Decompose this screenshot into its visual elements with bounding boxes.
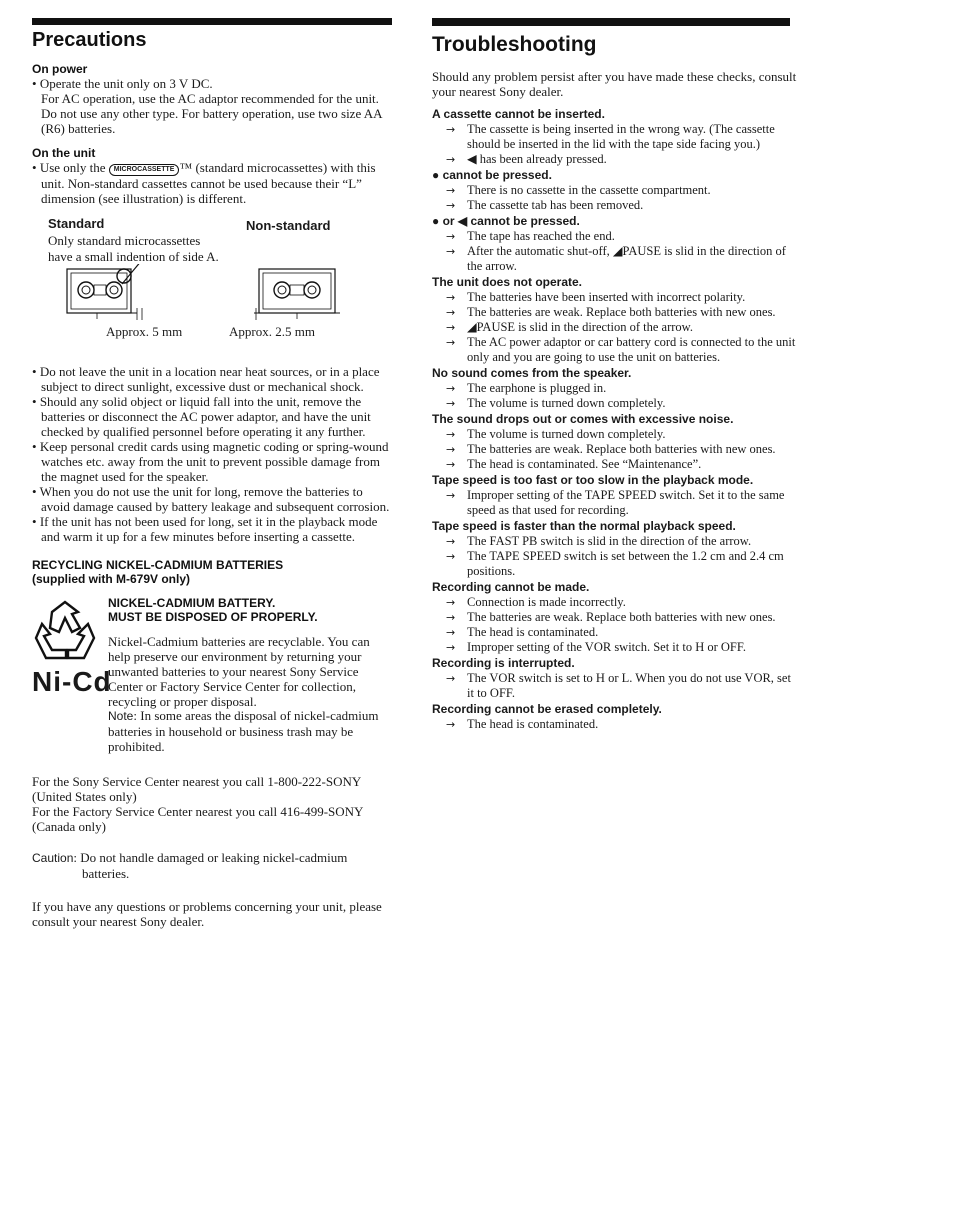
- recycling-note: Note: In some areas the disposal of nickel-cadmium batteries in household or business trash may be prohibited.: [108, 708, 379, 754]
- arrow-icon: →: [446, 306, 456, 319]
- precaution-item: • Do not leave the unit in a location near heat sources, or in a place subject to direct sunlight, excessive dust or mechanical shock.: [32, 364, 392, 394]
- remedy-item: [432, 381, 798, 396]
- precautions-list: [32, 364, 392, 544]
- standard-note-line1: Only standard microcassettes: [48, 233, 201, 248]
- arrow-icon: →: [446, 550, 456, 563]
- remedy-text: There is no cassette in the cassette compartment.: [467, 183, 711, 197]
- section-rule: [32, 18, 392, 25]
- remedy-text: The FAST PB switch is slid in the direction of the arrow.: [467, 534, 752, 548]
- remedy-item: [432, 427, 798, 442]
- remedy-item: [432, 320, 798, 335]
- remedy-text: Connection is made incorrectly.: [467, 595, 626, 609]
- standard-note: [48, 233, 219, 265]
- remedy-text: ◀ has been already pressed.: [467, 152, 607, 166]
- remedy-text: The VOR switch is set to H or L. When you do not use VOR, set it to OFF.: [467, 671, 791, 700]
- troubleshooting-section: [432, 656, 798, 701]
- remedy-item: [432, 717, 798, 732]
- arrow-icon: →: [446, 718, 456, 731]
- arrow-icon: →: [446, 321, 456, 334]
- caution: Caution: Do not handle damaged or leaking nickel-cadmium batteries.: [32, 850, 348, 881]
- remedy-item: [432, 290, 798, 305]
- troubleshooting-list: [432, 107, 798, 732]
- remedy-text: ◢PAUSE is slid in the direction of the arrow.: [467, 320, 694, 334]
- arrow-icon: →: [446, 611, 456, 624]
- remedy-text: The head is contaminated. See “Maintenance”.: [467, 457, 702, 471]
- remedy-item: [432, 335, 798, 365]
- arrow-icon: →: [446, 336, 456, 349]
- remedy-text: The earphone is plugged in.: [467, 381, 607, 395]
- problem-heading: Recording is interrupted.: [432, 656, 575, 670]
- remedy-item: [432, 640, 798, 655]
- remedy-item: [432, 198, 798, 213]
- on-unit-text: • Use only the MICROCASSETTE ™ (standard microcassettes) with this unit. Non-standard cassettes cannot be used because their “L” dimension (see illustration) is different.: [32, 160, 376, 206]
- on-power-list: [32, 76, 392, 91]
- remedy-text: The batteries are weak. Replace both batteries with new ones.: [467, 442, 776, 456]
- precautions-title: Precautions: [32, 29, 147, 51]
- arrow-icon: →: [446, 184, 456, 197]
- remedy-text: The volume is turned down completely.: [467, 396, 666, 410]
- troubleshooting-section: [432, 214, 798, 274]
- troubleshooting-section: [432, 519, 798, 579]
- remedy-item: [432, 229, 798, 244]
- remedy-item: [432, 534, 798, 549]
- problem-heading: Tape speed is faster than the normal playback speed.: [432, 519, 736, 533]
- arrow-icon: →: [446, 641, 456, 654]
- remedy-item: [432, 610, 798, 625]
- remedy-item: [432, 396, 798, 411]
- battery-heading: [108, 596, 318, 624]
- nicd-logo: Ni-Cd: [32, 666, 112, 697]
- arrow-icon: →: [446, 382, 456, 395]
- remedy-item: [432, 442, 798, 457]
- on-unit-post: ™ (standard microcassettes) with this unit. Non-standard cassettes cannot be used because their “L” dimension (see illustration) is different.: [41, 160, 376, 206]
- troubleshooting-intro: Should any problem persist after you have made these checks, consult your nearest Sony dealer.: [432, 69, 797, 99]
- arrow-icon: →: [446, 153, 456, 166]
- remedy-text: The tape has reached the end.: [467, 229, 615, 243]
- battery-heading-1: NICKEL-CADMIUM BATTERY.: [108, 596, 276, 610]
- problem-heading: Recording cannot be made.: [432, 580, 590, 594]
- note-text: In some areas the disposal of nickel-cadmium batteries in household or business trash may be prohibited.: [108, 708, 379, 754]
- on-unit-pre: Use only the: [39, 160, 106, 175]
- recycle-icon: [32, 598, 98, 664]
- on-power-section: [32, 62, 392, 136]
- arrow-icon: →: [446, 230, 456, 243]
- remedy-text: The TAPE SPEED switch is set between the 1.2 cm and 2.4 cm positions.: [467, 549, 784, 578]
- battery-heading-2: MUST BE DISPOSED OF PROPERLY.: [108, 610, 318, 624]
- remedy-text: The head is contaminated.: [467, 717, 599, 731]
- arrow-icon: →: [446, 535, 456, 548]
- arrow-icon: →: [446, 123, 456, 136]
- troubleshooting-section: [432, 275, 798, 365]
- nonstandard-label: Non-standard: [246, 218, 331, 233]
- remedy-item: [432, 305, 798, 320]
- on-unit-heading: On the unit: [32, 146, 96, 160]
- remedy-text: The head is contaminated.: [467, 625, 599, 639]
- precaution-item: • If the unit has not been used for long, set it in the playback mode and warm it up for a few minutes before inserting a cassette.: [32, 514, 392, 544]
- on-power-bullet: • Operate the unit only on 3 V DC.: [32, 76, 392, 91]
- remedy-text: The cassette tab has been removed.: [467, 198, 644, 212]
- microcassette-logo: MICROCASSETTE: [109, 164, 180, 176]
- arrow-icon: →: [446, 443, 456, 456]
- remedy-text: The batteries are weak. Replace both batteries with new ones.: [467, 305, 776, 319]
- caution-label: Caution: [32, 851, 74, 865]
- problem-heading: ● cannot be pressed.: [432, 168, 552, 182]
- standard-caption: Approx. 5 mm: [106, 324, 183, 339]
- caution-text: Do not handle damaged or leaking nickel-cadmium batteries.: [80, 850, 348, 881]
- troubleshooting-section: [432, 107, 798, 167]
- arrow-icon: →: [446, 291, 456, 304]
- remedy-text: The batteries have been inserted with incorrect polarity.: [467, 290, 746, 304]
- troubleshooting-section: [432, 473, 798, 518]
- problem-heading: Recording cannot be erased completely.: [432, 702, 662, 716]
- arrow-icon: →: [446, 397, 456, 410]
- closing-text: If you have any questions or problems concerning your unit, please consult your nearest Sony dealer.: [32, 899, 382, 929]
- arrow-icon: →: [446, 245, 456, 258]
- problem-heading: Tape speed is too fast or too slow in the playback mode.: [432, 473, 754, 487]
- troubleshooting-section: [432, 580, 798, 655]
- section-rule: [432, 18, 790, 26]
- troubleshooting-section: [432, 702, 798, 732]
- troubleshooting-section: [432, 412, 798, 472]
- troubleshooting-title: Troubleshooting: [432, 33, 597, 56]
- remedy-item: [432, 457, 798, 472]
- remedy-text: The volume is turned down completely.: [467, 427, 666, 441]
- problem-heading: ● or ◀ cannot be pressed.: [432, 214, 580, 228]
- troubleshooting-column: [428, 18, 798, 732]
- remedy-item: [432, 122, 798, 152]
- problem-heading: No sound comes from the speaker.: [432, 366, 632, 380]
- nonstandard-cassette-drawing: [254, 264, 364, 324]
- arrow-icon: →: [446, 626, 456, 639]
- remedy-item: [432, 671, 798, 701]
- note-label: Note: [108, 709, 134, 723]
- on-power-heading: On power: [32, 62, 88, 76]
- remedy-item: [432, 595, 798, 610]
- standard-cassette-drawing: [62, 264, 192, 324]
- standard-label: Standard: [48, 216, 105, 231]
- remedy-text: The AC power adaptor or car battery cord is connected to the unit only and you are going to use the unit on batteries.: [467, 335, 796, 364]
- remedy-item: [432, 244, 798, 274]
- troubleshooting-section: [432, 366, 798, 411]
- precaution-item: • When you do not use the unit for long, remove the batteries to avoid damage caused by battery leakage and subsequent corrosion.: [32, 484, 392, 514]
- arrow-icon: →: [446, 596, 456, 609]
- arrow-icon: →: [446, 489, 456, 502]
- remedy-item: [432, 549, 798, 579]
- standard-note-line2: have a small indention of side A.: [48, 249, 219, 264]
- nonstandard-caption: Approx. 2.5 mm: [229, 324, 315, 339]
- remedy-text: After the automatic shut-off, ◢PAUSE is slid in the direction of the arrow.: [467, 244, 786, 273]
- precautions-column: [32, 18, 392, 929]
- recycling-block: [32, 596, 392, 766]
- recycling-heading-1: RECYCLING NICKEL-CADMIUM BATTERIES: [32, 558, 284, 572]
- remedy-item: [432, 152, 798, 167]
- arrow-icon: →: [446, 458, 456, 471]
- remedy-item: [432, 183, 798, 198]
- on-power-text: For AC operation, use the AC adaptor recommended for the unit. Do not use any other type. For battery operation, use two size AA (R6) batteries.: [41, 91, 382, 136]
- troubleshooting-section: [432, 168, 798, 213]
- service-ca: For the Factory Service Center nearest you call 416-499-SONY (Canada only): [32, 804, 363, 834]
- arrow-icon: →: [446, 199, 456, 212]
- recycling-heading-2: (supplied with M-679V only): [32, 572, 191, 586]
- service-us: For the Sony Service Center nearest you call 1-800-222-SONY (United States only): [32, 774, 361, 804]
- recycling-text: Nickel-Cadmium batteries are recyclable. You can help preserve our environment by returning your unwanted batteries to your nearest Sony Service Center or Factory Service Center for collection, recycling or proper disposal.: [108, 634, 370, 709]
- precaution-item: • Should any solid object or liquid fall into the unit, remove the batteries or disconnect the AC power adaptor, and have the unit checked by qualified personnel before operating it any further.: [32, 394, 392, 439]
- remedy-item: [432, 488, 798, 518]
- arrow-icon: →: [446, 672, 456, 685]
- remedy-text: Improper setting of the TAPE SPEED switch. Set it to the same speed as that used for recording.: [467, 488, 785, 517]
- problem-heading: The sound drops out or comes with excessive noise.: [432, 412, 734, 426]
- remedy-item: [432, 625, 798, 640]
- problem-heading: The unit does not operate.: [432, 275, 583, 289]
- on-unit-section: [32, 146, 392, 206]
- service-info: [32, 774, 392, 834]
- cassette-illustration: [32, 216, 392, 346]
- remedy-text: The batteries are weak. Replace both batteries with new ones.: [467, 610, 776, 624]
- recycling-section: [32, 558, 392, 766]
- remedy-text: Improper setting of the VOR switch. Set it to H or OFF.: [467, 640, 746, 654]
- remedy-text: The cassette is being inserted in the wrong way. (The cassette should be inserted in the lid with the tape side facing you.): [467, 122, 775, 151]
- precaution-item: • Keep personal credit cards using magnetic coding or spring-wound watches etc. away from the unit to prevent possible damage from the magnet used for the speaker.: [32, 439, 392, 484]
- problem-heading: A cassette cannot be inserted.: [432, 107, 605, 121]
- arrow-icon: →: [446, 428, 456, 441]
